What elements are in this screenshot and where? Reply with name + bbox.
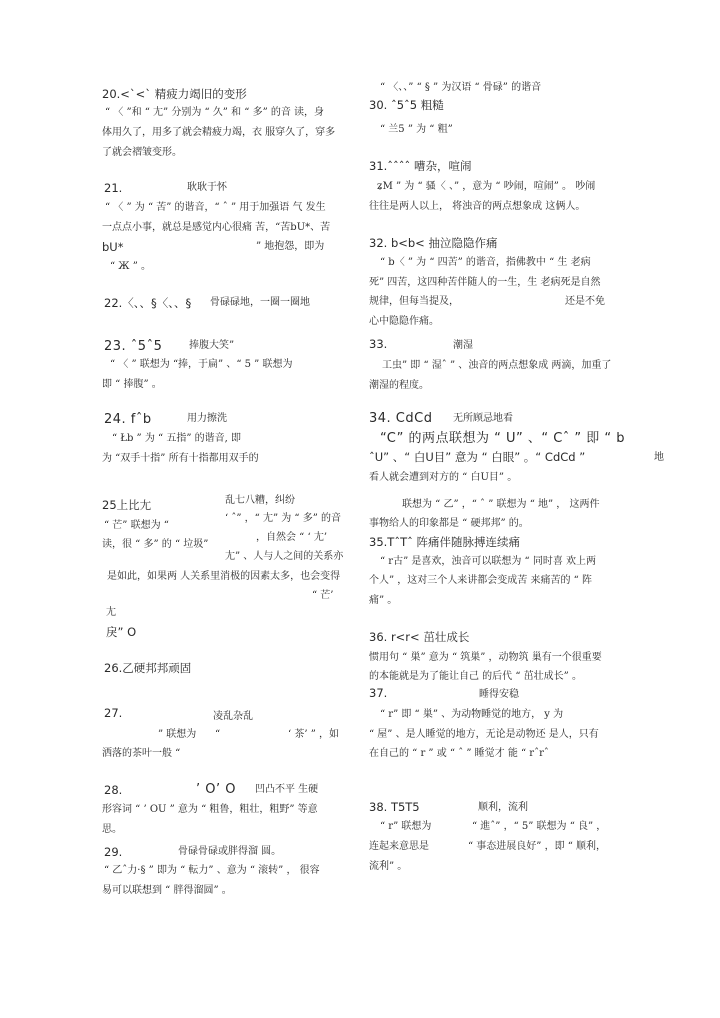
entry-31-heading: 31.ˆˆˆˆ 嘈杂，喧闹 <box>369 159 472 173</box>
entry-30-line-1: “ 兰5 ” 为 “ 粗” <box>380 124 453 135</box>
entry-37-line-1: “ r” 即 “ 巣” 、为动物睡觉的地方， y 为 <box>380 709 564 720</box>
entry-34-line-3: 看人就会遭到对方的 “ 白U目” 。 <box>369 472 518 483</box>
entry-34-title: 无所顾忌地看 <box>453 413 513 424</box>
entry-34-line-2b: 地 <box>654 452 664 463</box>
entry-34-line-2a: ˆU” 、“ 白U目” 意为 “ 白眼” 。“ CdCd ” <box>369 450 586 464</box>
entry-32-heading: 32. b<b< 抽泣隐隐作痛 <box>369 236 498 250</box>
entry-35-line-2: 个人” ，这对三个人来讲都会变成苦 来痛苦的 “ 阵 <box>369 575 592 586</box>
entry-31-line-2: 往往是两人以上， 将浊音的两点想象成 这俩人。 <box>369 201 586 212</box>
entry-36-line-1: 惯用句 “ 巣” 意为 “ 筑巣” ，动物筑 巢有一个很重要 <box>369 652 602 663</box>
entry-27-title: 凌乱杂乱 <box>213 711 253 722</box>
entry-38-heading: 38. T5T5 <box>369 800 420 814</box>
entry-30-heading: 30. ˆ5ˆ5 粗糙 <box>369 98 444 112</box>
entry-21-line-1: “ 〈 ” 为 “ 苦” 的谐音，“ ˆ ” 用于加强语 气 发生 <box>105 202 326 213</box>
entry-21-line-3b: ” 地抱怨，即为 <box>256 241 325 252</box>
entry-32-line-3a: 规律，但每当提及， <box>369 296 459 307</box>
entry-23-title: 捧腹大笑” <box>189 340 235 351</box>
entry-29-number: 29. <box>104 845 123 859</box>
entry-27-line-1: ” 联想为 <box>158 729 197 740</box>
entry-28-line-2: 思。 <box>102 824 122 835</box>
entry-25-aside-2: ，自然会 “ ‘ 尢’ <box>256 532 328 543</box>
entry-25-aside-1: ‘ ˆ” ，“ 尢” 为 “ 多” 的音 <box>225 513 341 524</box>
entry-27-line-2: 洒落的茶叶一般 “ <box>102 748 181 759</box>
entry-34-line-1: “C” 的两点联想为 “ U” 、“ Cˆ ” 即 “ b <box>380 431 626 446</box>
entry-35-line-3: 痛” 。 <box>369 595 398 606</box>
entry-28-title: 凹凸不平 生硬 <box>255 784 319 795</box>
entry-23-heading: 23. ˆ5ˆ5 <box>104 339 163 354</box>
entry-22-heading: 22.〈、、§〈、、§ <box>104 296 192 310</box>
entry-35-preface-1: 联想为 “ 乙” ，“ ˆ ” 联想为 “ 地” ， 这两件 <box>402 499 600 510</box>
entry-38-line-2a: 连起来意思是 <box>369 841 429 852</box>
entry-27-line-1b: “ <box>215 729 221 740</box>
entry-23-line-1: “ 〈 ” 联想为 “捧，于扁” 、“ 5 ” 联想为 <box>110 359 293 370</box>
entry-34-heading: 34. CdCd <box>369 411 433 426</box>
entry-25-line-3: 是如此，如果两 人关系里消极的因素太多，也会变得 <box>107 571 341 582</box>
entry-21-line-3a: bU* <box>102 240 124 254</box>
entry-29-line-1: “ 乙ˆ力·§ ” 即为 “ 転力” 、意为 “ 滚转” ， 很容 <box>104 865 320 876</box>
entry-24-title: 用力擦洗 <box>187 413 227 424</box>
entry-21-number: 21. <box>104 181 123 195</box>
entry-37-line-2: “ 屋” 、是人睡觉的地方，无论是动物还 是人，只有 <box>369 729 599 740</box>
entry-37-title: 睡得安稳 <box>479 689 519 700</box>
entry-21-line-2: 一点点小事，就总是感觉内心很痛 苦，“苦bU*、苦 <box>102 222 331 233</box>
entry-20-line-2: 体用久了，用多了就会精疲力竭，衣 服穿久了，穿多 <box>102 127 336 138</box>
entry-24-line-1: “ Łb ” 为 “ 五指” 的谐音, 即 <box>112 433 241 444</box>
entry-25-quote-1: “ 芒’ <box>312 590 334 601</box>
entry-33-line-1: 工虫” 即 “ 湿ˆ ” 、浊音的两点想象成 两滴，加重了 <box>382 360 612 371</box>
entry-33-number: 33. <box>369 337 388 351</box>
entry-28-kana: ’ O’ O <box>196 782 236 797</box>
entry-38-line-1b: “ 進ˆ” ，“ 5” 联想为 “ 良” ， <box>472 821 607 832</box>
entry-36-heading: 36. r<r< 茁壮成长 <box>369 630 470 644</box>
entry-22-title: 骨碌碌地，一圈一圈地 <box>210 297 310 308</box>
entry-29-line-2: 易可以联想到 “ 胖得溜圆” 。 <box>102 885 232 896</box>
entry-29-title: 骨碌骨碌或胖得溜 圆。 <box>178 846 282 857</box>
entry-35-heading: 35.TˆTˆ 阵痛伴随脉搏连续痛 <box>369 535 520 549</box>
entry-27-number: 27. <box>104 706 123 720</box>
entry-32-line-4: 心中隐隐作痛。 <box>369 316 439 327</box>
entry-37-line-3: 在自己的 “ r ” 或 “ ˆ ” 睡觉才 能 “ rˆrˆ <box>369 748 549 759</box>
entry-33-title: 潮湿 <box>453 340 473 351</box>
gululu-note: “ 〈、、” “ § ” 为汉语 “ 骨碌” 的谐音 <box>380 82 542 93</box>
entry-27-line-1c: ‘ 茶’ ” ，如 <box>288 729 340 740</box>
entry-20-heading: 20.<`<` 精疲力竭旧的变形 <box>102 87 247 101</box>
entry-33-line-2: 潮湿的程度。 <box>369 380 429 391</box>
entry-35-preface-2: 事物给人的印象都是 “ 硬邦邦” 的。 <box>369 518 529 529</box>
entry-23-line-2: 即 “ 捧腹” 。 <box>102 379 162 390</box>
entry-25-heading: 25上比尢 <box>102 498 152 512</box>
entry-32-line-2: 死” 四苦，这四种苦伴随人的一生，生 老病死是自然 <box>369 277 601 288</box>
entry-37-number: 37. <box>369 686 388 700</box>
entry-20-line-3: 了就会褶皱变形。 <box>102 147 182 158</box>
entry-21-title: 耿耿于怀 <box>187 182 227 193</box>
entry-38-line-3: 流利” 。 <box>369 861 408 872</box>
entry-24-heading: 24. fˆb <box>104 412 152 427</box>
entry-38-title: 顺利，流利 <box>478 802 528 813</box>
entry-26-heading: 26.乙硬邦邦顽固 <box>104 661 192 675</box>
entry-25-title: 乱七八糟，纠纷 <box>225 495 295 506</box>
entry-36-line-2: 的本能就是为了能让自己 的后代 “ 茁壮成长” 。 <box>369 671 582 682</box>
entry-25-line-2: 读，很 “ 多” 的 “ 垃圾” <box>102 539 209 550</box>
entry-25-quote-3: 戾” O <box>106 625 137 639</box>
entry-31-line-1: ʑM ” 为 “ 骚〈 、” ，意为 “ 吵闹，喧闹” 。 吵闹 <box>377 181 596 192</box>
entry-38-line-1a: “ r” 联想为 <box>380 821 432 832</box>
entry-28-number: 28. <box>104 783 123 797</box>
entry-25-aside-3: 尢” 、人与人之间的关系亦 <box>225 551 344 562</box>
entry-32-line-1: “ b〈 ” 为 “ 四苦” 的谐音，指佛教中 “ 生 老病 <box>380 257 591 268</box>
entry-32-line-3b: 还是不免 <box>565 296 605 307</box>
entry-28-line-1: 形容词 “ ’ OU ” 意为 “ 粗鲁，粗壮，粗野” 等意 <box>102 804 318 815</box>
entry-24-line-2: 为 “双手十指” 所有十指都用双手的 <box>102 453 259 464</box>
entry-21-line-4: “ Ж ” 。 <box>110 261 151 272</box>
entry-38-line-2b: “ 事态进展良好” ，即 “ 顺利， <box>468 841 607 852</box>
entry-25-line-1: “ 芒” 联想为 “ <box>104 520 169 531</box>
entry-35-line-1: “ r古” 是喜欢，浊音可以联想为 “ 同时喜 欢上两 <box>380 556 597 567</box>
entry-20-line-1: “ 〈 ”和 “ 尢” 分别为 “ 久” 和 “ 多” 的音 读，身 <box>105 107 325 118</box>
entry-25-quote-2: 尢 <box>106 607 116 618</box>
